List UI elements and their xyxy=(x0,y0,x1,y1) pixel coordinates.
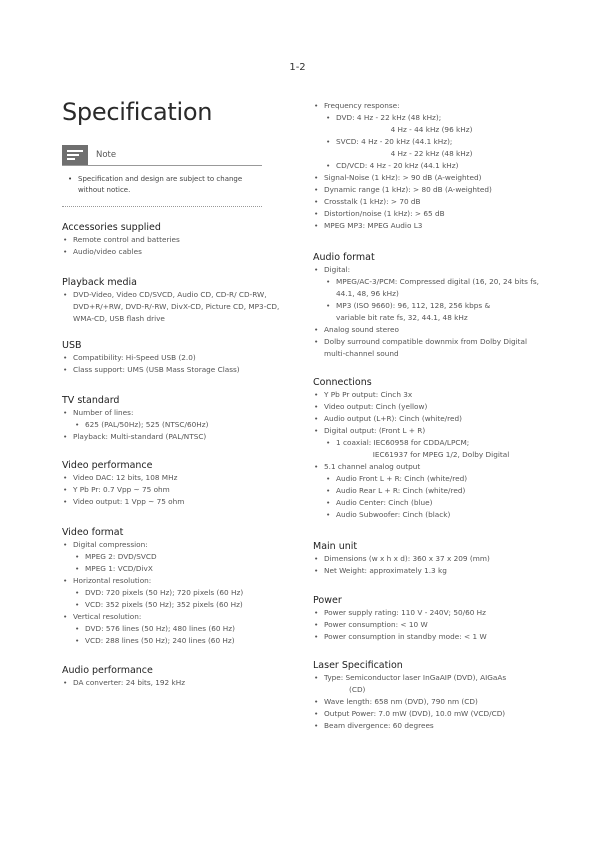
section-heading: Power xyxy=(313,595,342,606)
list-item: • Audio Rear L + R: Cinch (white/red) xyxy=(313,485,539,497)
list-item: • 5.1 channel analog output xyxy=(313,461,539,473)
list-item: • Signal-Noise (1 kHz): > 90 dB (A-weighted) xyxy=(313,172,539,184)
section-heading: Laser Specification xyxy=(313,660,403,671)
list-item: • Digital output: (Front L + R) xyxy=(313,425,539,437)
section-playback-media xyxy=(62,277,294,325)
list-item: • Class support: UMS (USB Mass Storage Class) xyxy=(62,364,294,376)
section-heading: TV standard xyxy=(62,395,120,406)
page-title: Specification xyxy=(62,98,213,126)
list-item: • Vertical resolution: xyxy=(62,611,294,623)
section-main-unit xyxy=(313,541,539,577)
list-item: • MPEG MP3: MPEG Audio L3 xyxy=(313,220,539,232)
note-icon xyxy=(62,145,88,165)
list-item-continuation: (CD) xyxy=(349,685,366,694)
list-item: • Audio Front L + R: Cinch (white/red) xyxy=(313,473,539,485)
section-video-performance xyxy=(62,460,294,508)
list-item: • Digital compression: xyxy=(62,539,294,551)
list-item: • Audio Subwoofer: Cinch (black) xyxy=(313,509,539,521)
section-usb xyxy=(62,340,294,376)
list-item: • Audio output (L+R): Cinch (white/red) xyxy=(313,413,539,425)
section-audio-performance xyxy=(62,665,294,689)
list-item: • CD/VCD: 4 Hz - 20 kHz (44.1 kHz) xyxy=(313,160,539,172)
section-laser-specification xyxy=(313,660,539,732)
list-item: • SVCD: 4 Hz - 20 kHz (44.1 kHz); xyxy=(313,136,539,148)
list-item: • Y Pb Pr: 0.7 Vpp ~ 75 ohm xyxy=(62,484,294,496)
list-item: • 1 coaxial: IEC60958 for CDDA/LPCM; xyxy=(313,437,539,449)
list-item: • Number of lines: xyxy=(62,407,294,419)
list-item: • Analog sound stereo xyxy=(313,324,539,336)
section-heading: Main unit xyxy=(313,541,358,552)
list-item: • DVD-Video, Video CD/SVCD, Audio CD, CD-R/ CD-RW, DVD+R/+RW, DVD-R/-RW, DivX-CD, Picture CD, MP3-CD, WMA-CD, USB flash drive xyxy=(62,289,294,325)
list-item: • Dimensions (w x h x d): 360 x 37 x 209 (mm) xyxy=(313,553,539,565)
list-item: • MPEG 1: VCD/DivX xyxy=(62,563,294,575)
list-item: • Power consumption in standby mode: < 1 W xyxy=(313,631,539,643)
list-item: • VCD: 288 lines (50 Hz); 240 lines (60 Hz) xyxy=(62,635,294,647)
section-heading: Connections xyxy=(313,377,372,388)
list-item: • DVD: 576 lines (50 Hz); 480 lines (60 Hz) xyxy=(62,623,294,635)
section-heading: Accessories supplied xyxy=(62,222,161,233)
list-item: • DVD: 720 pixels (50 Hz); 720 pixels (60 Hz) xyxy=(62,587,294,599)
list-item: • DVD: 4 Hz - 22 kHz (48 kHz); xyxy=(313,112,539,124)
list-item: • 625 (PAL/50Hz); 525 (NTSC/60Hz) xyxy=(62,419,294,431)
list-item: • Y Pb Pr output: Cinch 3x xyxy=(313,389,539,401)
list-item: • Remote control and batteries xyxy=(62,234,294,246)
section-heading: Video performance xyxy=(62,460,153,471)
list-item: • Video output: Cinch (yellow) xyxy=(313,401,539,413)
list-item: • Power supply rating: 110 V - 240V; 50/60 Hz xyxy=(313,607,539,619)
note-text: Specification and design are subject to change without notice. xyxy=(78,175,243,194)
list-item-continuation: IEC61937 for MPEG 1/2, Dolby Digital xyxy=(372,450,510,459)
list-item: • Net Weight: approximately 1.3 kg xyxy=(313,565,539,577)
list-item: • Digital: xyxy=(313,264,539,276)
note-box: Note • Specification and design are subject to change without notice. xyxy=(62,145,262,207)
list-item: • VCD: 352 pixels (50 Hz); 352 pixels (60 Hz) xyxy=(62,599,294,611)
section-video-format xyxy=(62,527,294,647)
section-audio-performance-continued xyxy=(313,100,539,232)
note-label: Note xyxy=(96,150,117,160)
list-item: • MPEG/AC-3/PCM: Compressed digital (16, 20, 24 bits fs, 44.1, 48, 96 kHz) xyxy=(313,276,539,300)
list-item: • Audio Center: Cinch (blue) xyxy=(313,497,539,509)
section-audio-format xyxy=(313,252,539,360)
list-item: • Audio/video cables xyxy=(62,246,294,258)
list-item: • Video DAC: 12 bits, 108 MHz xyxy=(62,472,294,484)
list-item: • Video output: 1 Vpp ~ 75 ohm xyxy=(62,496,294,508)
list-item: • Beam divergence: 60 degrees xyxy=(313,720,539,732)
list-item-continuation: 4 Hz - 22 kHz (48 kHz) xyxy=(390,149,473,158)
list-item: • MP3 (ISO 9660): 96, 112, 128, 256 kbps & xyxy=(313,300,539,312)
section-heading: Audio performance xyxy=(62,665,153,676)
list-item: • Crosstalk (1 kHz): > 70 dB xyxy=(313,196,539,208)
list-item: • Dynamic range (1 kHz): > 80 dB (A-weighted) xyxy=(313,184,539,196)
list-item: • DA converter: 24 bits, 192 kHz xyxy=(62,677,294,689)
page-number: 1-2 xyxy=(289,62,306,73)
list-item: • Power consumption: < 10 W xyxy=(313,619,539,631)
list-item: • Output Power: 7.0 mW (DVD), 10.0 mW (VCD/CD) xyxy=(313,708,539,720)
list-item: • MPEG 2: DVD/SVCD xyxy=(62,551,294,563)
list-item: • Distortion/noise (1 kHz): > 65 dB xyxy=(313,208,539,220)
note-header xyxy=(62,145,262,165)
list-item-continuation: variable bit rate fs, 32, 44.1, 48 kHz xyxy=(336,313,468,322)
section-heading: USB xyxy=(62,340,82,351)
section-connections xyxy=(313,377,539,521)
section-heading: Audio format xyxy=(313,252,375,263)
list-item: • Compatibility: Hi-Speed USB (2.0) xyxy=(62,352,294,364)
list-item: • Dolby surround compatible downmix from Dolby Digital multi-channel sound xyxy=(313,336,539,360)
list-item-continuation: 4 Hz - 44 kHz (96 kHz) xyxy=(390,125,473,134)
list-item: • Type: Semiconductor laser InGaAIP (DVD), AIGaAs xyxy=(313,672,539,684)
section-power xyxy=(313,595,539,643)
list-item: • Playback: Multi-standard (PAL/NTSC) xyxy=(62,431,294,443)
section-heading: Playback media xyxy=(62,277,137,288)
section-accessories xyxy=(62,222,294,258)
section-heading: Video format xyxy=(62,527,124,538)
list-item: • Horizontal resolution: xyxy=(62,575,294,587)
list-item: • Wave length: 658 nm (DVD), 790 nm (CD) xyxy=(313,696,539,708)
section-tv-standard xyxy=(62,395,294,443)
list-item: • Frequency response: xyxy=(313,100,539,112)
